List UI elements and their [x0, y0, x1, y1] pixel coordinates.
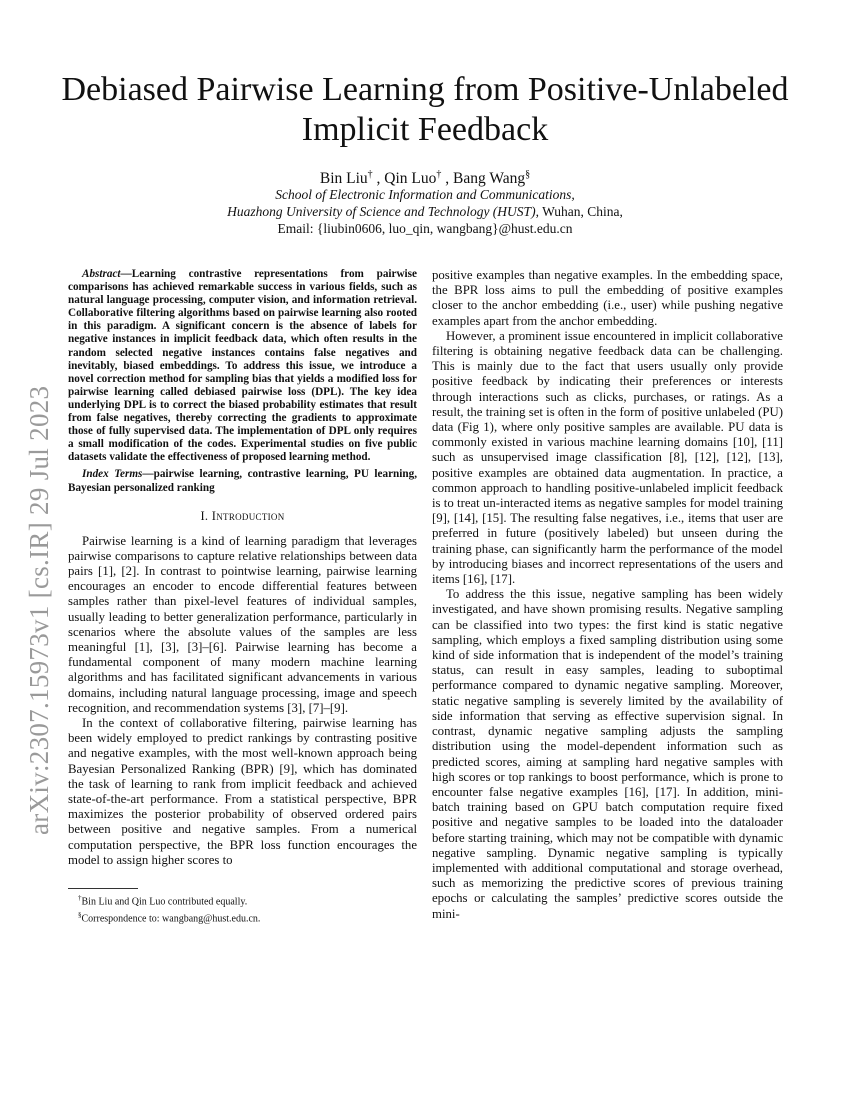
title-line-1: Debiased Pairwise Learning from Positive-Unlabeled	[61, 71, 789, 108]
section-heading-introduction: I. Introduction	[200, 508, 285, 523]
affiliation-block	[60, 186, 790, 237]
author-list: Bin Liu† , Qin Luo† , Bang Wang§	[319, 169, 531, 188]
footnote-mark: †	[78, 894, 82, 903]
index-terms	[68, 468, 417, 494]
footnote-mark: §	[78, 910, 82, 919]
body-paragraph: positive examples than negative examples. In the embedding space, the BPR loss aims to pull the embedding of positive examples closer to the anchor embedding (i.e., user) while pushing negative examples apart from the anchor embedding.	[432, 268, 783, 328]
body-paragraph: To address the this issue, negative sampling has been widely investigated, and have shown promising results. Negative sampling can be classified into two types: the first kind is static negative sampling, which employs a fixed sampling distribution using some kind of side information that is independent of the model’s training status, can result in easy samples, leading to suboptimal performance compared to dynamic negative sampling. Moreover, static negative sampling is severely limited by the availability of side information that serving as effective supervision signal. In contrast, dynamic negative sampling adjusts the sampling distribution using the model-dependent information such as predicted scores, aiming at sampling hard negative samples with high scores or top rankings to boost performance, which is prone to encounter false negative examples [16], [17]. In addition, mini-batch training based on GPU batch computation require fixed positive and negative samples to be loaded into the dataloader before starting training, which may not be compatible with dynamic negative sampling. Dynamic negative sampling is typically implemented with additional computational and storage overhead, such as memorizing the predictive scores of previous training epochs or calculating the samples’ predictive scores outside the mini-	[432, 587, 783, 921]
footnote	[68, 892, 417, 909]
body-paragraph: Pairwise learning is a kind of learning paradigm that leverages pairwise comparisons to capture relative relationships between data pairs [1], [2]. In contrast to pointwise learning, pairwise learning encourages an encoder to encode differential features between samples rather than pixel-level features of individual samples, usually leading to better generalization performance, particularly in scenarios where the absolute values of the samples are less meaningful [1], [3], [3]–[6]. Pairwise learning has become a fundamental component of many modern machine learning algorithms and has facilitated significant advancements in various domains, including natural language processing, image and speech recognition, and recommendation systems [3], [7]–[9].	[68, 533, 417, 715]
footnote-text: Bin Liu and Qin Luo contributed equally.	[81, 896, 248, 908]
index-terms-label: Index Terms	[82, 468, 143, 481]
affiliation-university-line	[60, 203, 790, 220]
left-column	[68, 268, 417, 926]
abstract-label: Abstract	[82, 268, 121, 280]
body-paragraph: In the context of collaborative filtering, pairwise learning has been widely employed to predict rankings by contrasting positive and negative examples, with the most well-known approach being Bayesian Personalized Ranking (BPR) [9], which has dominated the task of learning to rank from implicit feedback and achieved state-of-the-art performance. From a statistical perspective, BPR maximizes the posterior probability of observed ordered pairs between positive and negative samples. From a numerical computation perspective, the BPR loss function encourages the model to assign higher scores to	[68, 716, 417, 867]
right-column	[432, 268, 783, 922]
author-mark: §	[525, 169, 531, 180]
paper-title	[60, 70, 790, 150]
abstract-text: —Learning contrastive representations from pairwise comparisons has achieved remarkable success in various fields, such as natural language processing, computer vision, and information retrieval. Collaborative filtering algorithms based on pairwise learning also rooted in this paradigm. A significant concern is the absence of labels for negative instances in implicit feedback data, which often results in the random selected negative instances contains false negatives and inevitably, biased embeddings. To address this issue, we introduce a novel correction method for sampling bias that yields a modified loss for pairwise learning called debiased pairwise loss (DPL). The key idea underlying DPL is to correct the biased probability estimates that result from false negatives, thereby correcting the gradients to approximate those of fully supervised data. The implementation of DPL only requires a small modification of the codes. Experimental studies on five public datasets validate the effectiveness of proposed learning method.	[68, 268, 417, 464]
author-mark: †	[436, 169, 442, 180]
abstract	[68, 268, 417, 464]
footnote-text: Correspondence to: wangbang@hust.edu.cn.	[81, 913, 261, 925]
index-terms-text: —pairwise learning, contrastive learning, PU learning, Bayesian personalized ranking	[68, 468, 417, 494]
author-name: Qin Luo	[384, 170, 437, 188]
author-mark: †	[367, 169, 373, 180]
affiliation-city: , Wuhan, China,	[535, 204, 623, 219]
affiliation-university: Huazhong University of Science and Technology (HUST)	[227, 204, 536, 219]
body-paragraph: However, a prominent issue encountered in implicit collaborative filtering is obtaining negative feedback data can be challenging. This is mainly due to the fact that users usually only provide positive feedback by indicating their preferences or interests through interactions such as clicks, purchases, or ratings. As a result, the training set is often in the form of positive unlabeled (PU) data (Fig 1), where only positive samples are available. PU data is commonly existed in various machine learning domains [10], [11] such as unsupervised image classification [8], [12], [12], [13], positive examples are obtained data augmentation. In practice, a common approach to handling positive-unlabeled implicit feedback is to treat un-interacted items as negative samples for model training [9], [14], [15]. The resulting false negatives, i.e., items that user are preferred in future (positively labeled) but unseen during the training phase, can significantly harm the performance of the model by introducing biases and incorrect representations of the users and items [16], [17].	[432, 328, 783, 587]
author-name: Bang Wang	[453, 170, 526, 188]
author-name: Bin Liu	[319, 170, 368, 188]
title-line-2: Implicit Feedback	[301, 111, 549, 148]
footnote-divider	[68, 888, 138, 889]
affiliation-email: Email: {liubin0606, luo_qin, wangbang}@hust.edu.cn	[277, 221, 573, 236]
affiliation-school: School of Electronic Information and Communications,	[275, 187, 575, 202]
footnote	[68, 909, 417, 926]
arxiv-identifier: arXiv:2307.15973v1 [cs.IR] 29 Jul 2023	[24, 385, 54, 835]
